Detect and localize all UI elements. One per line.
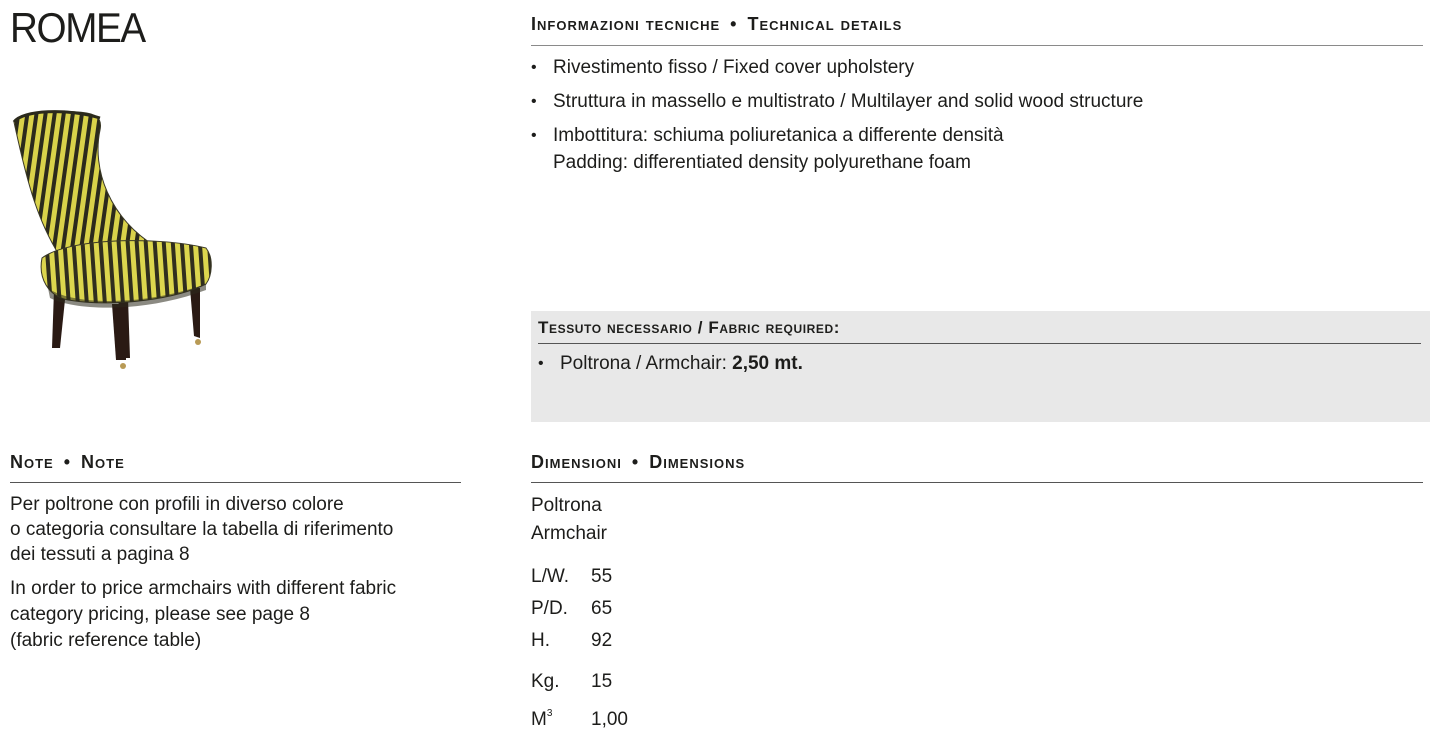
volume-label (531, 698, 591, 736)
padding-it: Imbottitura: schiuma poliuretanica a differente densità (553, 125, 1004, 146)
padding-en: Padding: differentiated density polyurethane foam (553, 152, 971, 173)
dimensions-heading-en: Dimensions (649, 452, 746, 472)
note-line: In order to price armchairs with different fabric (10, 578, 397, 599)
dimension-row (531, 625, 612, 657)
list-item (538, 350, 803, 377)
volume-unit: M (531, 709, 547, 730)
fabric-item-label: Poltrona / Armchair: (560, 353, 727, 374)
dimensions-divider (531, 482, 1423, 483)
list-item (531, 122, 1143, 176)
dimension-label: L/W. (531, 566, 570, 587)
note-line: dei tessuti a pagina 8 (10, 544, 190, 565)
list-item: • Rivestimento fisso / Fixed cover upholstery (531, 54, 1143, 81)
volume-row (531, 698, 628, 736)
weight-volume (531, 666, 628, 736)
note-text-en (10, 576, 396, 654)
technical-divider (531, 45, 1423, 46)
dimension-row (531, 593, 612, 625)
dimensions-heading (531, 451, 745, 473)
dimension-value: 92 (591, 630, 613, 651)
note-heading (10, 451, 125, 473)
type-it: Poltrona (531, 495, 602, 516)
dimensions-heading-it: Dimensioni (531, 452, 622, 472)
note-line: category pricing, please see page 8 (10, 604, 310, 625)
weight-row (531, 666, 628, 698)
fabric-item-value: 2,50 mt. (732, 353, 803, 374)
dimension-label: P/D. (531, 598, 568, 619)
volume-value: 1,00 (591, 709, 628, 730)
fabric-list (538, 350, 803, 377)
dimensions-type (531, 492, 607, 548)
heading-separator: • (631, 452, 640, 472)
fabric-divider (538, 343, 1421, 344)
armchair-image (8, 108, 218, 376)
list-item: • Struttura in massello e multistrato / Multilayer and solid wood structure (531, 88, 1143, 115)
weight-value: 15 (591, 671, 613, 692)
dimensions-table (531, 561, 612, 657)
note-text-it (10, 492, 393, 567)
note-line: Per poltrone con profili in diverso colore (10, 494, 344, 515)
volume-exponent: 3 (546, 708, 553, 719)
note-heading-it: Note (10, 452, 54, 472)
dimension-label: H. (531, 630, 550, 651)
technical-heading-en: Technical details (747, 14, 903, 34)
product-title: ROMEA (10, 4, 145, 51)
technical-heading (531, 13, 902, 35)
weight-label: Kg. (531, 671, 560, 692)
dimension-value: 55 (591, 566, 613, 587)
fabric-heading: Tessuto necessario / Fabric required: (538, 318, 841, 337)
note-heading-en: Note (81, 452, 125, 472)
note-line: o categoria consultare la tabella di riferimento (10, 519, 394, 540)
note-line: (fabric reference table) (10, 630, 202, 651)
technical-list (531, 54, 1143, 183)
technical-heading-it: Informazioni tecniche (531, 14, 721, 34)
heading-separator: • (63, 452, 72, 472)
dimension-row (531, 561, 612, 593)
type-en: Armchair (531, 523, 608, 544)
dimension-value: 65 (591, 598, 613, 619)
heading-separator: • (730, 14, 738, 34)
note-divider (10, 482, 461, 483)
